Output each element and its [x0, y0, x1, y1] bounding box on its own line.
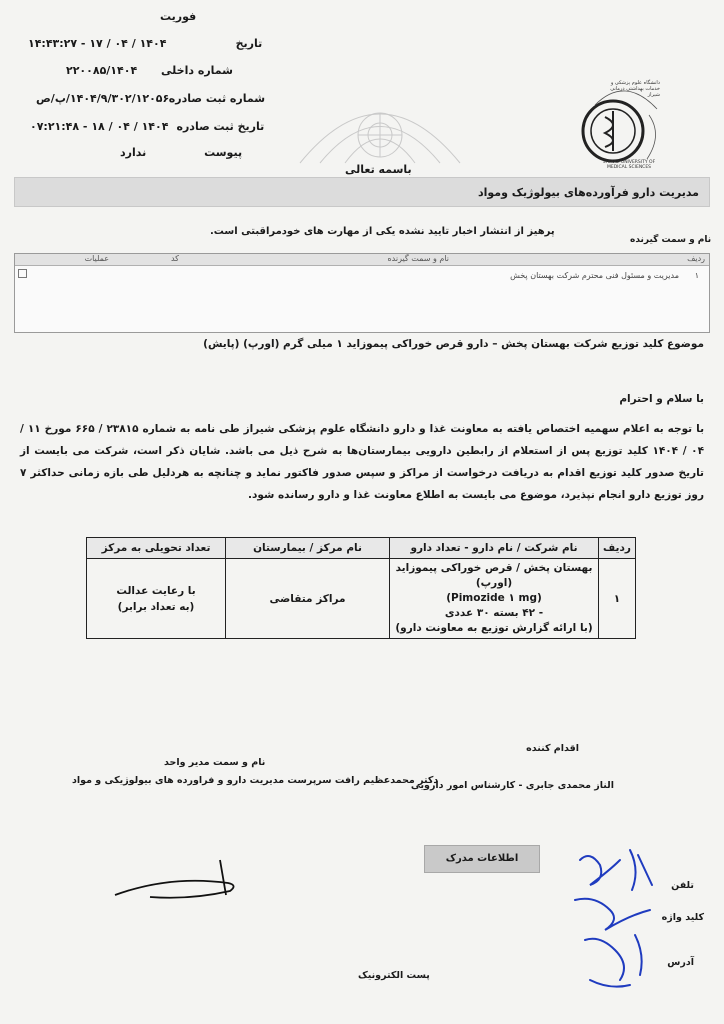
recipients-table-header: [15, 254, 709, 266]
drug-line-1: بهستان پخش / قرص خوراکی پیموزاید (اورپ): [395, 562, 593, 589]
row-drug: [390, 559, 599, 639]
col-actions: عملیات: [84, 254, 109, 263]
drug-line-3: - ۴۲ بسته ۳۰ عددی: [444, 607, 544, 619]
keyword-label: کلید واژه: [661, 912, 704, 923]
logo-org-text: دانشگاه علوم پزشکی و خدمات بهداشتی درمانی شیراز: [610, 80, 660, 98]
meta-value: ۱۴۰۴ / ۰۴ / ۱۸ - ۰۷:۲۱:۴۸: [30, 120, 169, 133]
col-index: ردیف: [599, 538, 636, 559]
col-name: نام و سمت گیرنده: [387, 254, 449, 263]
unit-manager-label: نام و سمت مدیر واحد: [164, 757, 266, 768]
manager-signature: [110, 855, 260, 905]
row-index: ۱: [694, 271, 699, 280]
quantity-line-1: با رعایت عدالت: [116, 584, 196, 597]
document-info-button[interactable]: اطلاعات مدرک: [424, 845, 540, 873]
meta-label: تاریخ: [235, 37, 263, 50]
ornament-watermark: [290, 85, 470, 165]
row-name: مدیریت و مسئول فنی محترم شرکت بهستان پخش: [510, 271, 679, 280]
letter-greeting: با سلام و احترام: [619, 393, 704, 405]
meta-value: ندارد: [120, 146, 147, 159]
meta-label: پیوست: [204, 146, 243, 159]
unit-manager-name: دکتر محمدعظیم رافت سرپرست مدیریت دارو و فراورده های بیولوژیکی و مواد: [72, 775, 439, 786]
phone-label: تلفن: [671, 880, 694, 891]
distribution-table: [86, 537, 636, 639]
basmala: باسمه تعالی: [345, 163, 412, 176]
col-center: نام مرکز / بیمارستان: [226, 538, 390, 559]
col-index: ردیف: [687, 254, 705, 263]
col-quantity: تعداد تحویلی به مرکز: [87, 538, 226, 559]
meta-value: ۱۴۰۴/۹/۳۰۲/۱۲۰۵۶/پ/ص: [36, 92, 170, 105]
table-row: [87, 559, 636, 639]
action-name: الناز محمدی جابری - کارشناس امور دارویی: [410, 780, 614, 791]
logo-org-text-en: SHIRAZ UNIVERSITY OF MEDICAL SCIENCES: [602, 160, 656, 170]
row-index: ۱: [599, 559, 636, 639]
department-title: مدیریت دارو فرآورده‌های بیولوژیک ومواد: [477, 186, 699, 199]
meta-date: [28, 37, 262, 50]
meta-label: شماره داخلی: [161, 64, 233, 77]
drug-line-4: (با ارائه گزارش توزیع به معاونت دارو): [395, 622, 593, 634]
drug-line-2: (Pimozide ۱ mg): [446, 592, 542, 604]
letter-subject: موضوع کلید توزیع شرکت بهستان پخش – دارو قرص خوراکی پیموزاید ۱ میلی گرم (اورپ) (پایش): [203, 338, 704, 350]
meta-label: تاریخ ثبت صادره: [176, 120, 265, 133]
col-code: کد: [170, 254, 179, 263]
handwritten-signature: [560, 840, 670, 1000]
meta-value: ۱۴۰۴ / ۰۴ / ۱۷ - ۱۴:۴۳:۲۷: [28, 37, 167, 50]
self-care-warning: پرهیز از انتشار اخبار تایید نشده یکی از مهارت های خودمراقبتی است.: [210, 226, 555, 237]
meta-issued-date: [30, 120, 264, 133]
urgency-label: فوریت: [160, 10, 197, 23]
recipient-label: نام و سمت گیرنده: [630, 235, 712, 245]
letter-body: با توجه به اعلام سهمیه اختصاص یافته به معاونت غذا و دارو دانشگاه علوم پزشکی شیراز طی نامه به شماره ۲۳۸۱۵ / ۶۶۵ مورخ ۱۱ / ۰۴ / ۱۴۰۴ کلید توزیع پس از استعلام از رابطین دارویی بیمارستان‌ها به شرح ذیل می باشد. شایان ذکر است، شرکت می بایست از تاریخ صدور کلید توزیع اقدام به دریافت درخواست از مراکز و سپس صدور فاکتور نماید و چنانچه به هردلیل طی بازه زمانی حداکثر ۷ روز توزیع دارو انجام نپذیرد، موضوع می بایست به اطلاع معاونت غذا و دارو رسانده شود.: [20, 423, 705, 501]
col-drug: نام شرکت / نام دارو - تعداد دارو: [390, 538, 599, 559]
row-quantity: [87, 559, 226, 639]
row-center: مراکز متقاضی: [226, 559, 390, 639]
action-label: اقدام کننده: [526, 743, 579, 754]
address-label: آدرس: [667, 957, 694, 968]
table-row: [15, 266, 709, 286]
meta-label: شماره ثبت صادره: [168, 92, 266, 105]
meta-internal-number: [66, 64, 233, 77]
email-label: پست الکترونیک: [358, 970, 430, 981]
meta-attachment: [120, 146, 242, 159]
department-banner: [14, 177, 710, 207]
meta-issued-number: [36, 92, 265, 105]
recipients-table: [14, 253, 710, 333]
meta-value: ۲۲۰۰۸۵/۱۴۰۴: [66, 64, 138, 77]
row-action-icon[interactable]: [18, 269, 27, 278]
quantity-line-2: (به تعداد برابر): [117, 600, 195, 613]
distribution-header-row: [87, 538, 636, 559]
